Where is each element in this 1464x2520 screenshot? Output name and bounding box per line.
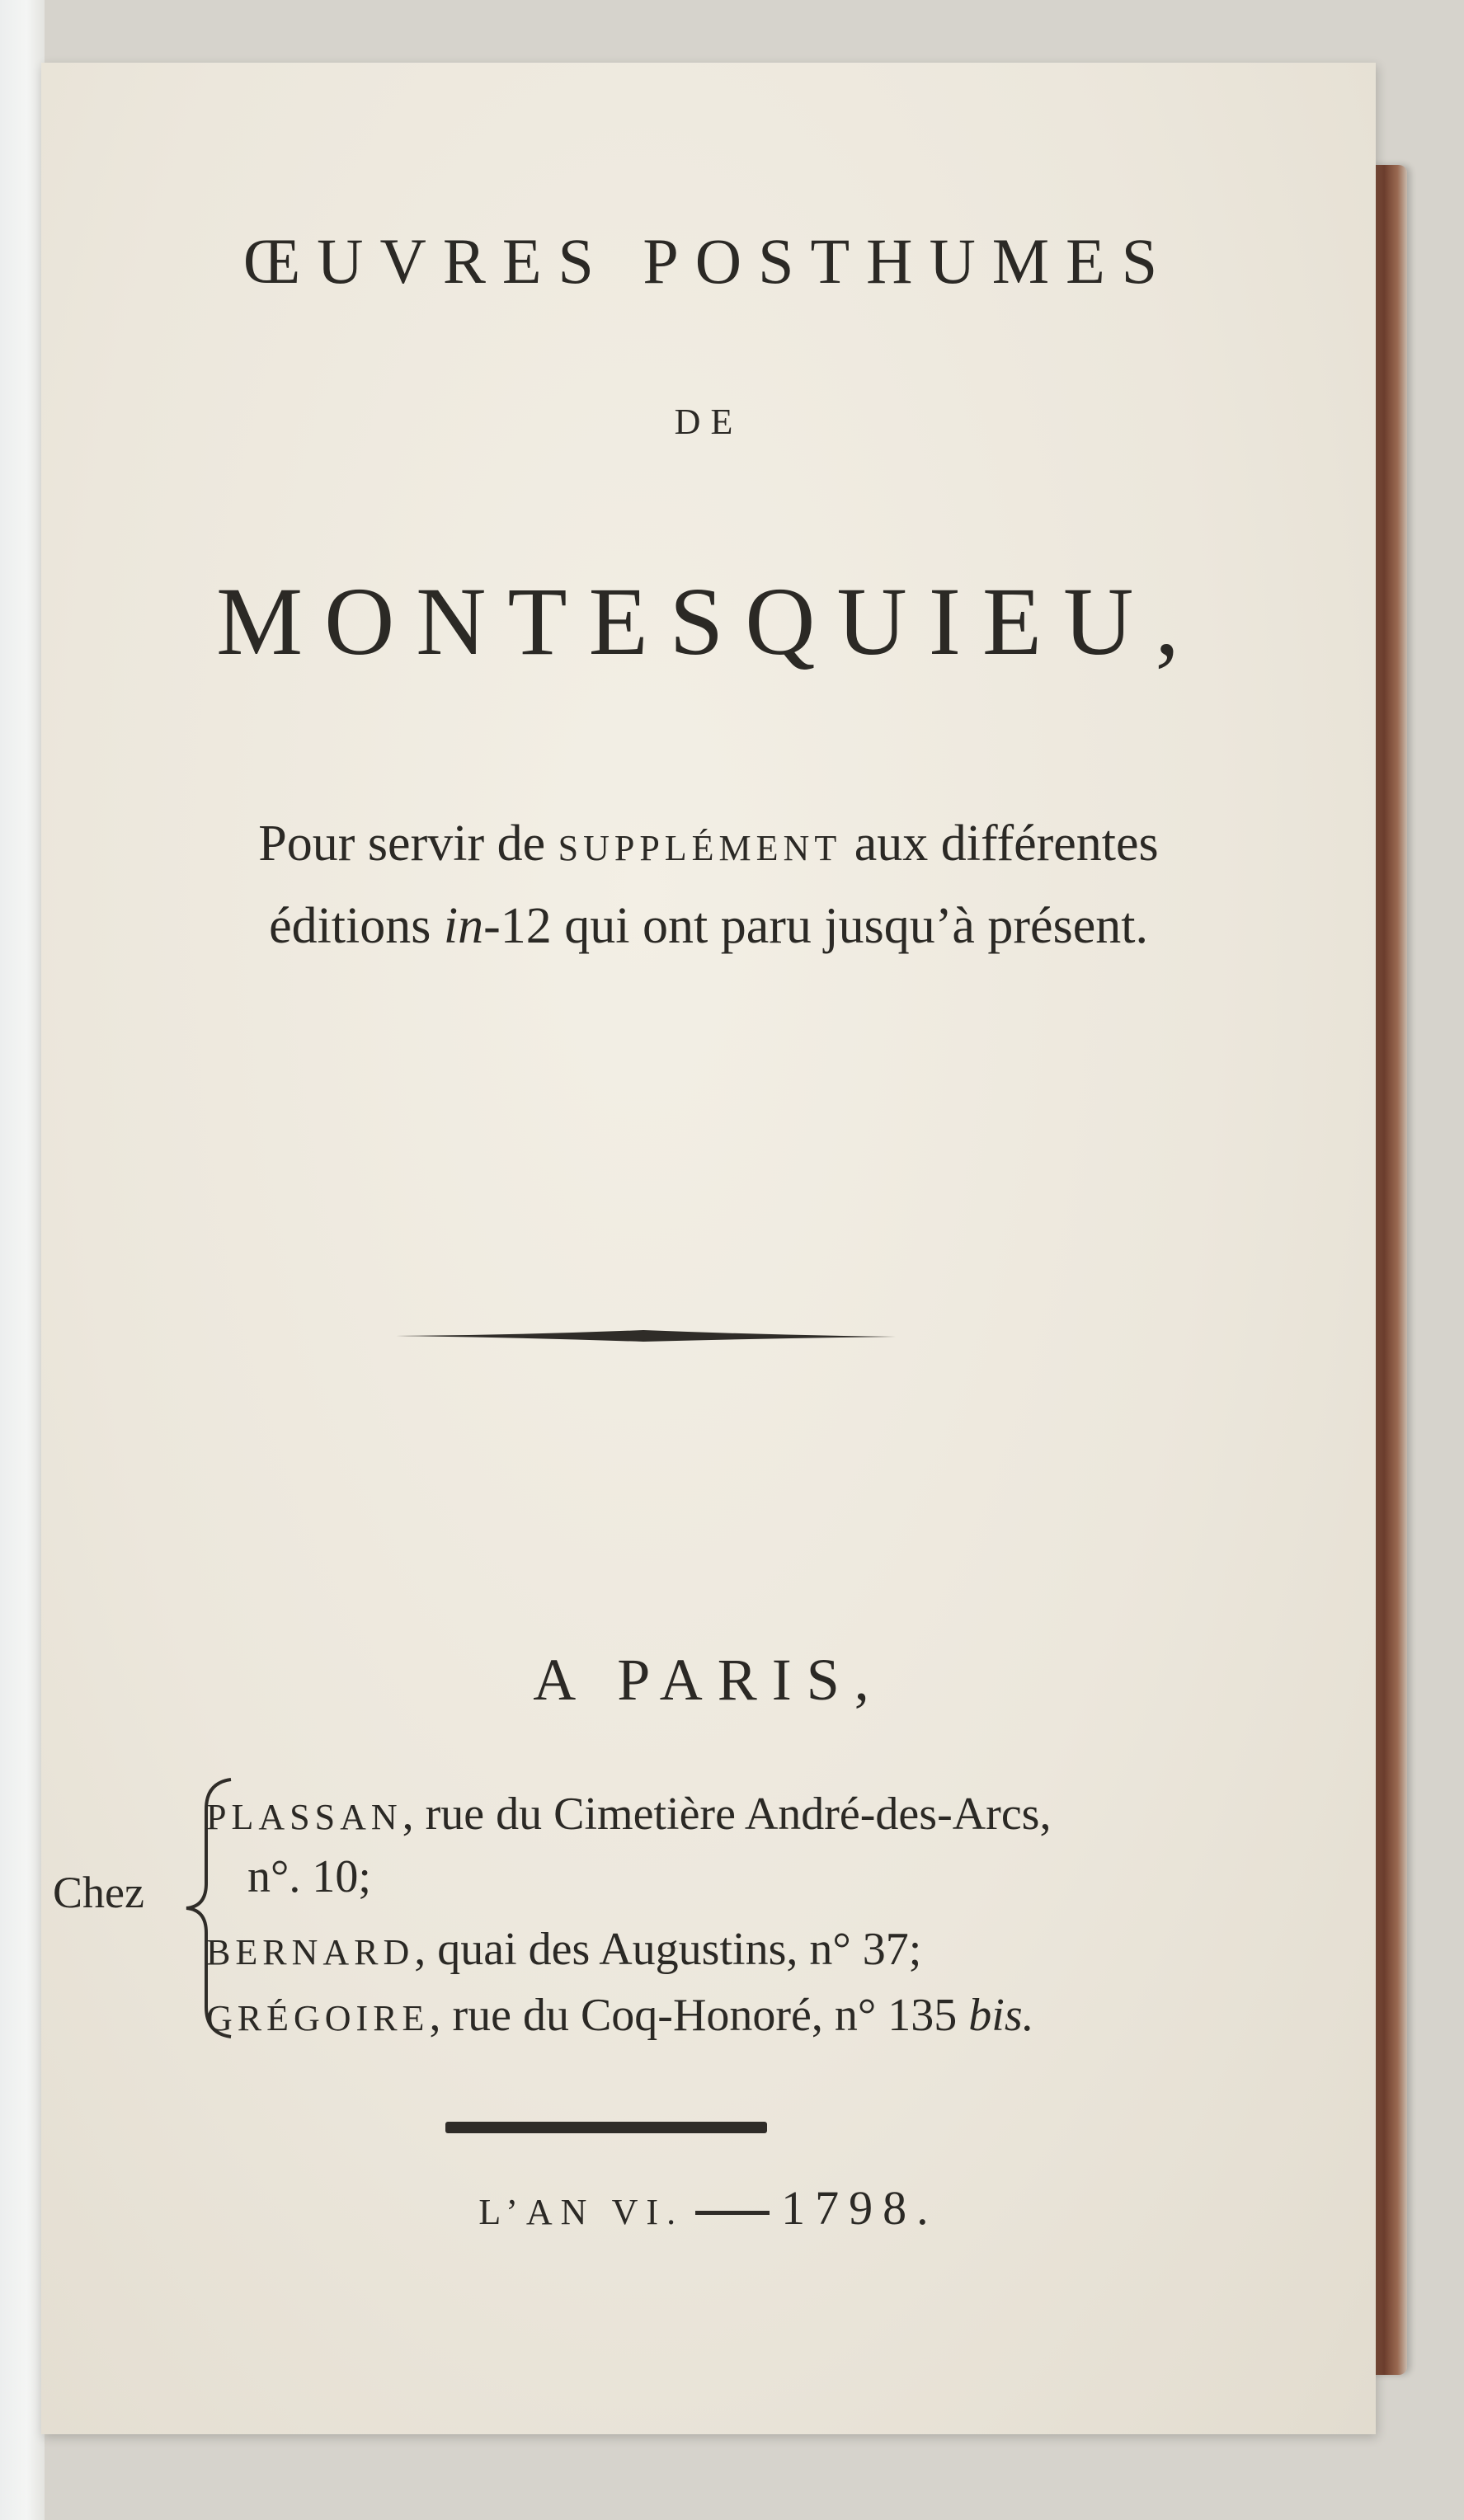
subtitle-smallcaps: SUPPLÉMENT: [558, 828, 842, 868]
publisher-address: , quai des Augustins, n° 37;: [414, 1924, 922, 1975]
title-page: [41, 63, 1376, 2434]
publisher-name: BERNARD: [206, 1932, 415, 1972]
publisher-line-2: [206, 1923, 921, 1976]
imprint-date: [41, 2180, 1376, 2236]
subtitle-italic: in-: [443, 898, 501, 954]
subtitle-text-2-cont: 12 qui ont paru jusqu’à présent.: [500, 898, 1148, 954]
subtitle-text-cont: aux différentes: [841, 816, 1159, 872]
publisher-line-1: [206, 1788, 1051, 1841]
year: 1798.: [781, 2181, 939, 2235]
short-rule: [445, 2122, 767, 2133]
date-dash: [695, 2211, 770, 2215]
publisher-address-cont: n°. 10;: [247, 1851, 371, 1902]
subtitle-line-2: [41, 897, 1376, 956]
title-preposition: DE: [674, 402, 743, 442]
publisher-name: PLASSAN: [206, 1797, 402, 1837]
year-label: L’AN VI.: [478, 2192, 685, 2232]
publisher-address: , rue du Coq-Honoré, n° 135: [429, 1990, 969, 2041]
chez-label: Chez: [53, 1868, 144, 1917]
author-name: MONTESQUIEU,: [216, 567, 1201, 675]
subtitle-text-2: éditions: [269, 898, 444, 954]
background-left: [0, 0, 45, 2520]
subtitle-text: Pour servir de: [258, 816, 558, 872]
publisher-address-italic: bis.: [968, 1990, 1034, 2041]
work-title: ŒUVRES POSTHUMES: [242, 225, 1174, 297]
ornamental-rule: [396, 1328, 896, 1344]
publisher-name: GRÉGOIRE: [206, 1998, 430, 2038]
imprint-place: A PARIS,: [533, 1647, 884, 1713]
subtitle-line-1: [41, 815, 1376, 873]
publisher-address: , rue du Cimetière André-des-Arcs,: [402, 1789, 1052, 1840]
publisher-line-3: [206, 1989, 1034, 2042]
